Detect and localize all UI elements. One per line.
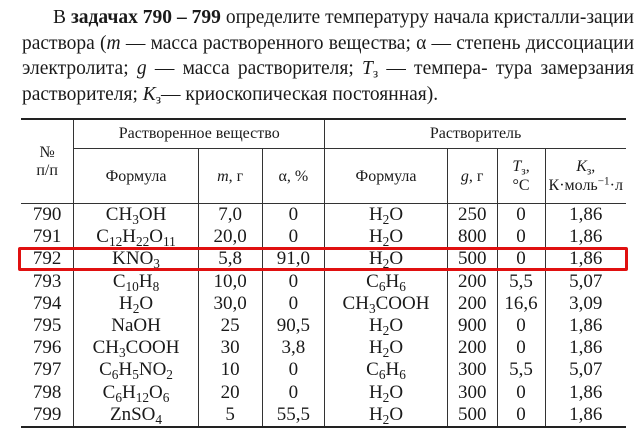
g-desc: — масса растворителя; bbox=[146, 58, 362, 79]
cell-num: 798 bbox=[21, 382, 74, 404]
table-row bbox=[21, 293, 626, 315]
cell-m: 7,0 bbox=[198, 204, 262, 227]
table-row bbox=[21, 359, 626, 381]
table-row bbox=[21, 337, 626, 359]
t-desc: — темпера- bbox=[378, 58, 488, 79]
cell-k: 1,86 bbox=[569, 337, 603, 359]
intro-line-c: диссоциации электролита; bbox=[22, 32, 634, 79]
cell-k: 1,86 bbox=[569, 315, 603, 337]
cell-solvent-formula: $H_2O$ bbox=[325, 404, 448, 427]
cell-t: 16,6 bbox=[497, 293, 545, 315]
cell-k: 1,86 bbox=[569, 204, 603, 226]
table-row bbox=[21, 315, 626, 337]
header-t: $T_з$, °C bbox=[497, 149, 545, 204]
data-table-container bbox=[21, 118, 626, 428]
alpha-desc: — степень bbox=[426, 32, 521, 54]
cell-m: 5,8 bbox=[198, 248, 262, 270]
cell-solute-formula: ZnSO$_4$ bbox=[74, 404, 199, 427]
cell-num: 797 bbox=[21, 359, 74, 381]
cell-num: 793 bbox=[21, 271, 74, 293]
cell-t: 0 bbox=[497, 204, 545, 227]
intro-line-b: зации раствора ( bbox=[22, 7, 634, 54]
cell-solute-formula: $CH_3COOH$ bbox=[74, 337, 199, 359]
cell-solvent-formula: $H_2O$ bbox=[325, 315, 448, 337]
cell-solvent-formula: $CH_3COOH$ bbox=[325, 293, 448, 315]
cell-alpha: 3,8 bbox=[262, 337, 325, 359]
cell-m: 30 bbox=[198, 337, 262, 359]
cell-solute-formula: $H_2O$ bbox=[74, 293, 199, 315]
cell-k: 5,07 bbox=[569, 270, 603, 292]
table-row bbox=[21, 248, 626, 270]
task-range: задачах 790 – 799 bbox=[70, 7, 221, 28]
table-row bbox=[21, 271, 626, 293]
table-row bbox=[21, 204, 626, 227]
problem-statement bbox=[22, 5, 634, 107]
header-g: g, г bbox=[447, 149, 497, 204]
var-g: g bbox=[136, 58, 147, 79]
cell-num: 794 bbox=[21, 293, 74, 315]
table-body bbox=[21, 204, 626, 427]
cell-m: 20 bbox=[198, 382, 262, 404]
cell-g: 200 bbox=[447, 271, 497, 293]
data-table bbox=[21, 118, 626, 428]
cell-solvent-formula: $H_2O$ bbox=[325, 204, 448, 227]
header-solvent-formula: Формула bbox=[325, 149, 448, 204]
cell-k: 5,07 bbox=[569, 359, 603, 381]
cell-solute-formula: $C_{10}H_8$ bbox=[74, 271, 199, 293]
cell-solute-formula: $KNO_3$ bbox=[74, 248, 199, 270]
table-row bbox=[21, 404, 626, 427]
cell-num: 792 bbox=[21, 248, 74, 270]
table-row bbox=[21, 382, 626, 404]
cell-g: 900 bbox=[447, 315, 497, 337]
cell-t: 5,5 bbox=[497, 359, 545, 381]
m-desc: — масса растворенного вещества; bbox=[120, 32, 417, 54]
cell-m: 10 bbox=[198, 359, 262, 381]
cell-g: 800 bbox=[447, 226, 497, 248]
cell-g: 300 bbox=[447, 359, 497, 381]
cell-alpha: 55,5 bbox=[262, 404, 325, 427]
cell-g: 250 bbox=[447, 204, 497, 227]
var-alpha: α bbox=[416, 32, 427, 54]
var-t-sub: з bbox=[372, 65, 379, 81]
cell-m: 25 bbox=[198, 315, 262, 337]
cell-alpha: 0 bbox=[262, 204, 325, 227]
cell-solute-formula: $C_6H_{12}O_6$ bbox=[74, 382, 199, 404]
cell-num: 799 bbox=[21, 404, 74, 427]
cell-t: 0 bbox=[497, 337, 545, 359]
intro-line-d: тура замерзания растворителя; bbox=[22, 58, 635, 105]
header-num-label: п/п bbox=[36, 161, 58, 179]
cell-k: 1,86 bbox=[569, 381, 603, 403]
cell-num: 790 bbox=[21, 204, 74, 227]
var-t: T bbox=[362, 58, 373, 79]
cell-solvent-formula: $H_2O$ bbox=[325, 226, 448, 248]
cell-k: 1,86 bbox=[569, 248, 603, 270]
cell-alpha: 0 bbox=[262, 271, 325, 293]
cell-m: 20,0 bbox=[198, 226, 262, 248]
header-m: m, г bbox=[198, 149, 262, 204]
cell-solvent-formula: $H_2O$ bbox=[325, 248, 448, 270]
table-row bbox=[21, 226, 626, 248]
header-alpha: α, % bbox=[262, 149, 325, 204]
cell-alpha: 91,0 bbox=[262, 248, 325, 270]
var-k-sub: з bbox=[155, 90, 162, 106]
cell-solute-formula: $C_6H_5NO_2$ bbox=[74, 359, 199, 381]
cell-t: 0 bbox=[497, 248, 545, 270]
cell-solvent-formula: $C_6H_6$ bbox=[325, 271, 448, 293]
cell-num: 791 bbox=[21, 226, 74, 248]
cell-t: 0 bbox=[497, 404, 545, 427]
cell-solute-formula: $C_{12}H_{22}O_{11}$ bbox=[74, 226, 199, 248]
cell-alpha: 0 bbox=[262, 226, 325, 248]
var-m: m bbox=[106, 32, 121, 54]
header-solvent-group: Растворитель bbox=[325, 119, 626, 149]
cell-alpha: 90,5 bbox=[262, 315, 325, 337]
cell-solvent-formula: $C_6H_6$ bbox=[325, 359, 448, 381]
k-desc: — криоскопическая постоянная). bbox=[161, 83, 439, 105]
cell-t: 0 bbox=[497, 382, 545, 404]
cell-t: 0 bbox=[497, 226, 545, 248]
cell-solvent-formula: $H_2O$ bbox=[325, 337, 448, 359]
cell-solute-formula: NaOH bbox=[74, 315, 199, 337]
cell-g: 200 bbox=[447, 293, 497, 315]
header-num-symbol: № bbox=[39, 143, 55, 161]
cell-k: 3,09 bbox=[569, 292, 603, 314]
cell-g: 300 bbox=[447, 382, 497, 404]
var-k: K bbox=[142, 83, 156, 105]
intro-line-a: определите температуру начала кристалли- bbox=[220, 7, 587, 28]
cell-m: 30,0 bbox=[198, 293, 262, 315]
cell-t: 0 bbox=[497, 315, 545, 337]
cell-num: 796 bbox=[21, 337, 74, 359]
intro-prefix: В bbox=[53, 7, 71, 28]
cell-alpha: 0 bbox=[262, 359, 325, 381]
cell-m: 10,0 bbox=[198, 271, 262, 293]
header-solute-group: Растворенное вещество bbox=[74, 119, 325, 149]
cell-g: 500 bbox=[447, 404, 497, 427]
cell-k: 1,86 bbox=[545, 404, 626, 427]
cell-m: 5 bbox=[198, 404, 262, 427]
header-num bbox=[21, 119, 74, 204]
cell-alpha: 0 bbox=[262, 293, 325, 315]
cell-g: 500 bbox=[447, 248, 497, 270]
cell-num: 795 bbox=[21, 315, 74, 337]
cell-g: 200 bbox=[447, 337, 497, 359]
cell-solvent-formula: $H_2O$ bbox=[325, 382, 448, 404]
cell-t: 5,5 bbox=[497, 271, 545, 293]
header-k: $K_з$, К·моль$^{-1}$·л bbox=[545, 149, 626, 204]
cell-k: 1,86 bbox=[569, 226, 603, 248]
cell-alpha: 0 bbox=[262, 382, 325, 404]
header-solute-formula: Формула bbox=[74, 149, 199, 204]
cell-solute-formula: $CH_3OH$ bbox=[74, 204, 199, 227]
